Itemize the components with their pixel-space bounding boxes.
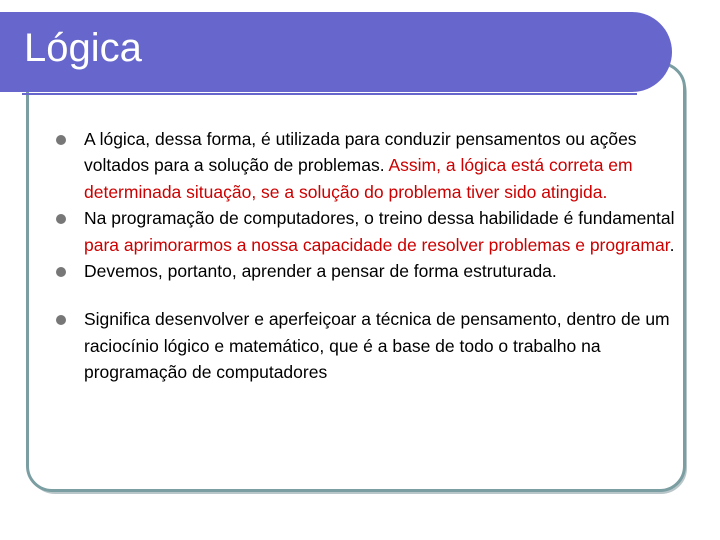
bullet-text-highlight: para aprimorarmos a nossa capacidade de resolver problemas e programar bbox=[84, 234, 670, 255]
bullet-dot-icon bbox=[56, 315, 66, 325]
bullet-text bbox=[84, 306, 676, 385]
title-underline bbox=[22, 93, 637, 95]
bullet-text-plain: A lógica, dessa forma, é utilizada para conduzir pensamentos ou ações voltados para a solução de problemas. bbox=[84, 129, 637, 176]
spacer bbox=[56, 284, 676, 306]
bullet-item-4 bbox=[56, 306, 676, 385]
bullet-text-plain: Significa desenvolver e aperfeiçoar a técnica de pensamento, dentro de um raciocínio lógico e matemático, que é a base de todo o trabalho na programação de computadores bbox=[84, 309, 670, 383]
bullet-text-plain: Devemos, portanto, aprender a pensar de forma estruturada. bbox=[84, 261, 557, 282]
bullet-text-highlight: Assim, a lógica está correta em determinada situação, se a solução do problema tiver sido atingida. bbox=[84, 155, 633, 202]
bullet-dot-icon bbox=[56, 267, 66, 277]
bullet-item-2 bbox=[56, 205, 676, 258]
bullet-item-1 bbox=[56, 126, 676, 205]
slide-title: Lógica bbox=[24, 26, 142, 70]
bullet-text bbox=[84, 205, 676, 258]
bullet-text-plain: Na programação de computadores, o treino dessa habilidade é fundamental bbox=[84, 208, 675, 229]
bullet-dot-icon bbox=[56, 214, 66, 224]
bullet-text bbox=[84, 126, 676, 205]
bullet-list bbox=[56, 126, 676, 386]
bullet-text bbox=[84, 258, 676, 284]
bullet-item-3 bbox=[56, 258, 676, 284]
bullet-dot-icon bbox=[56, 135, 66, 145]
bullet-text-plain-end: . bbox=[669, 234, 675, 255]
